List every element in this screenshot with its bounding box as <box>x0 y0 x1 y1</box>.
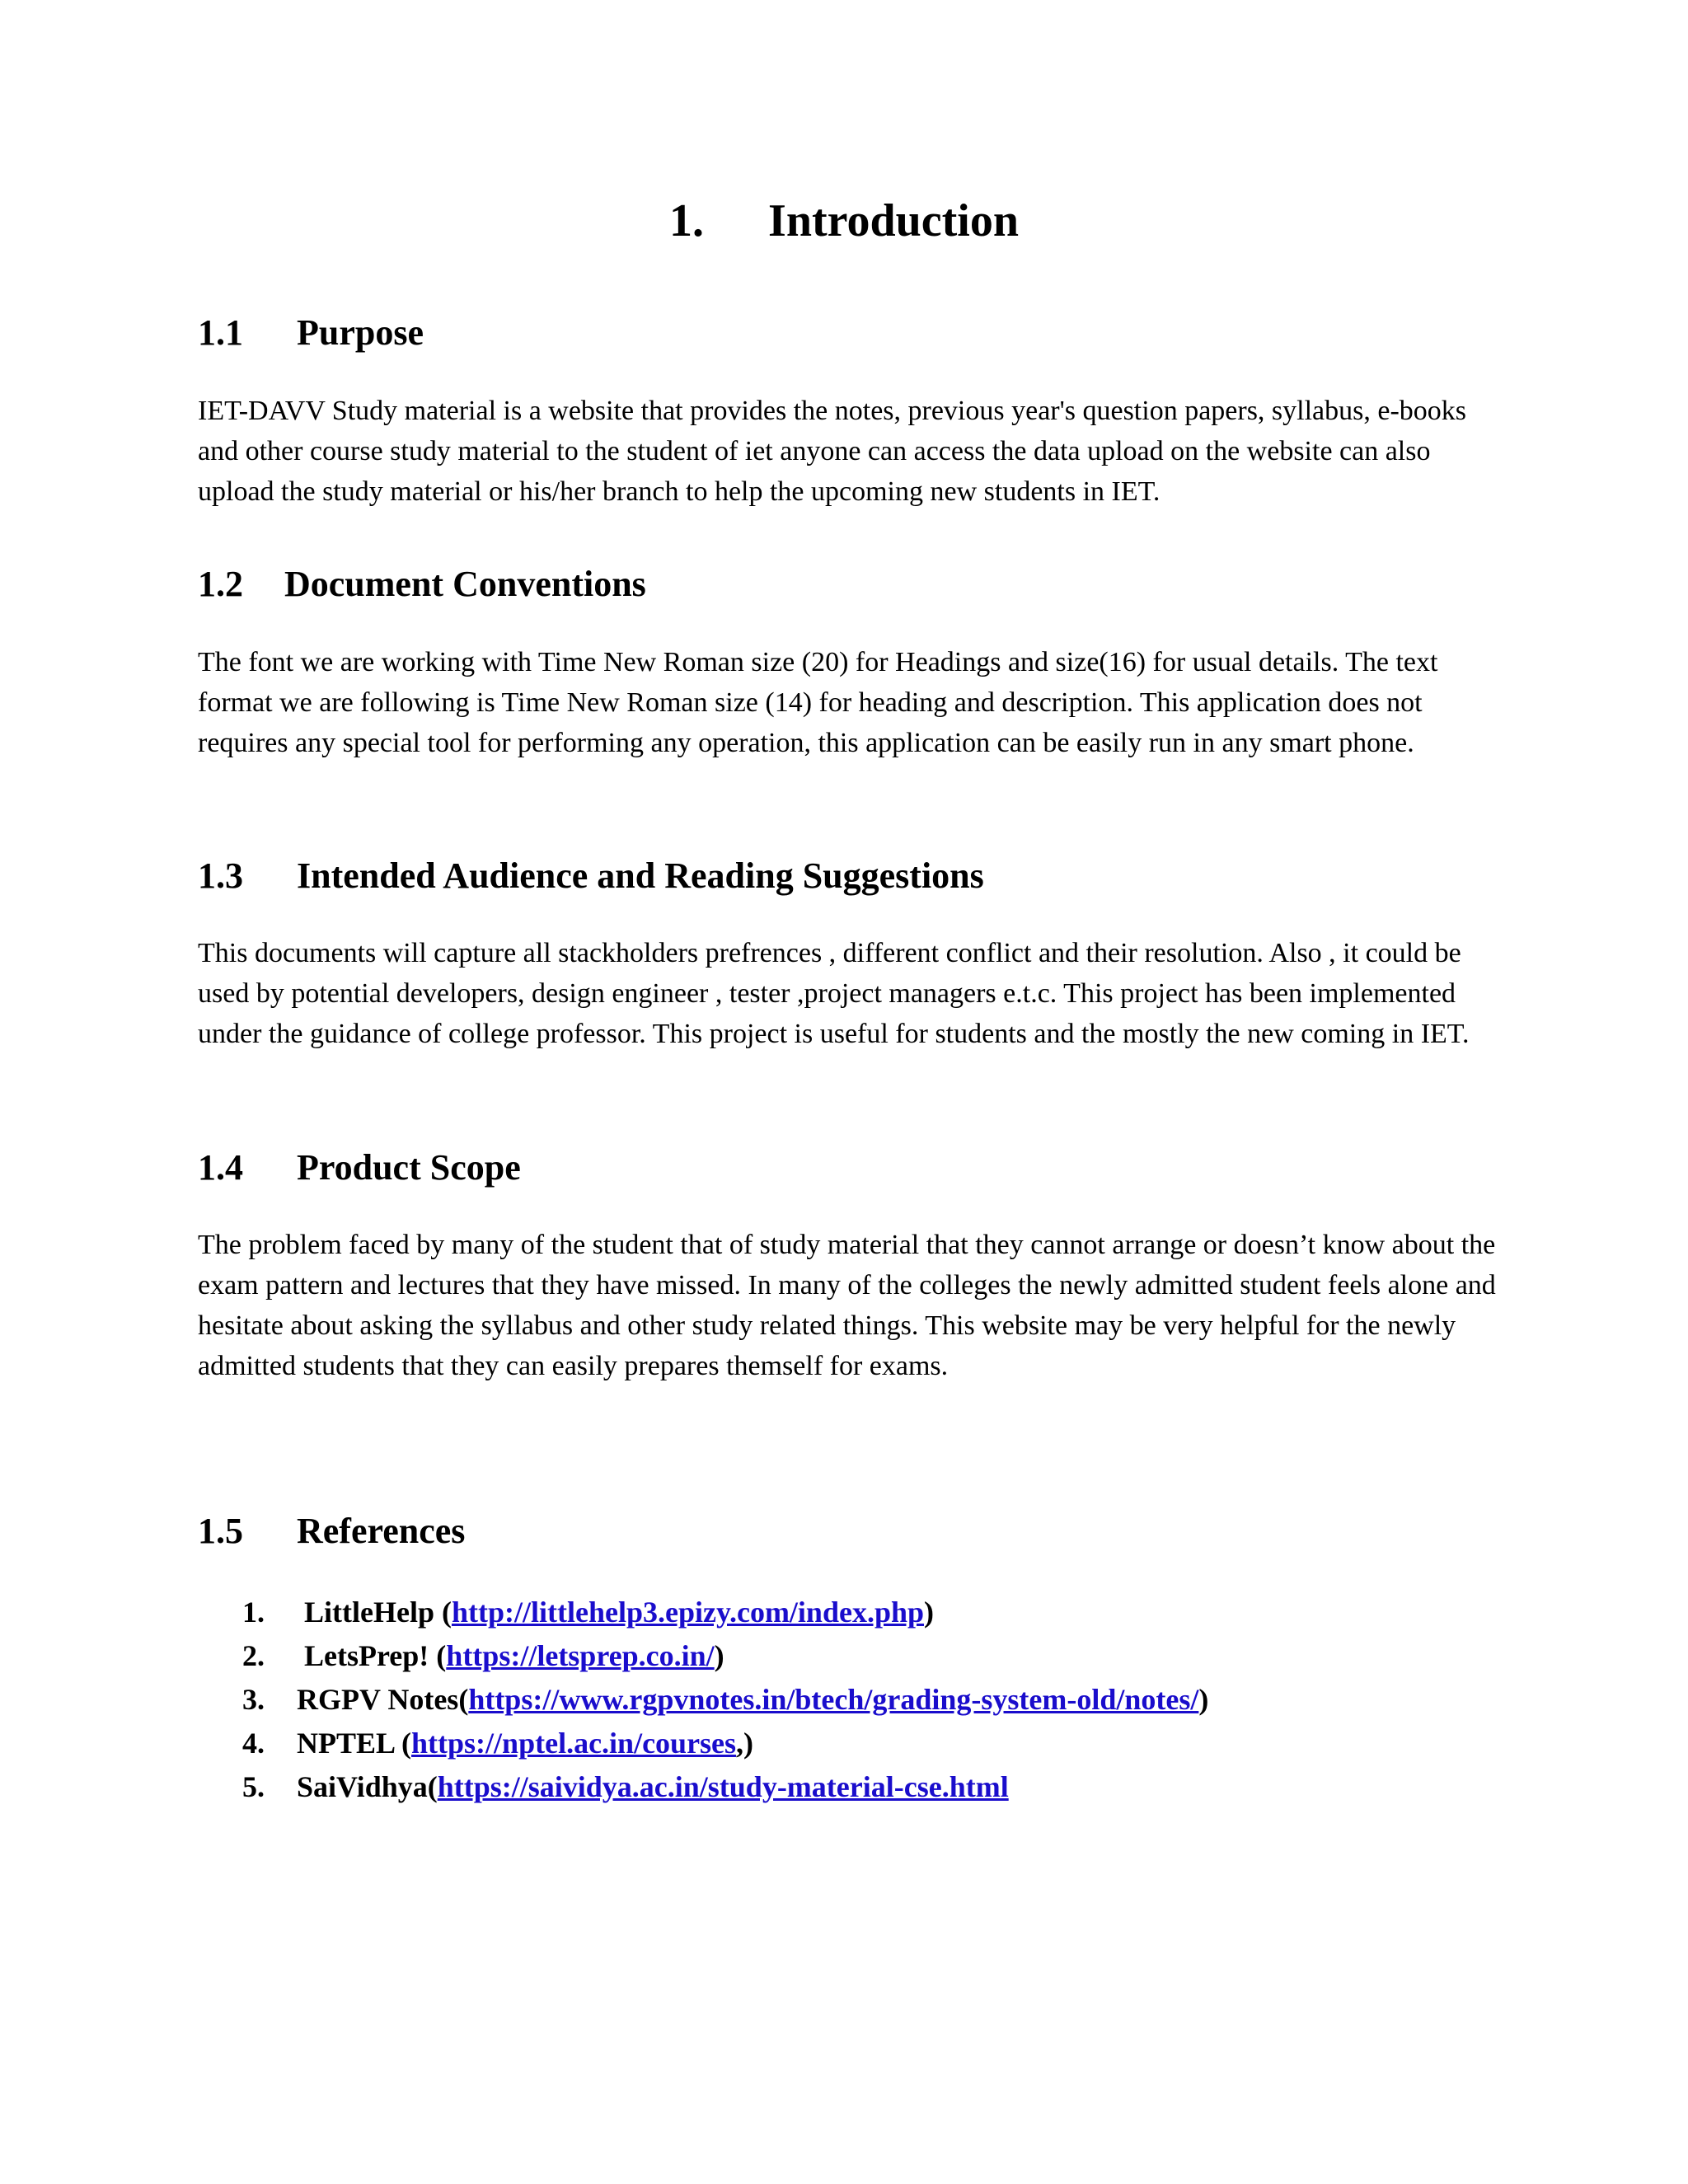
reference-item <box>242 1591 1208 1634</box>
section-body-intended-audience: This documents will capture all stackholders prefrences , different conflict and their resolution. Also , it could be used by potential developers, design engineer , tester ,project managers e.t.c. This project has been implemented under the guidance of college professor. This project is useful for students and the mostly the new coming in IET. <box>198 938 1470 1049</box>
section-number: 1.4 <box>198 1147 243 1188</box>
reference-label: NPTEL ( <box>297 1727 412 1760</box>
reference-link-nptel[interactable]: https://nptel.ac.in/courses <box>411 1727 737 1760</box>
reference-suffix: ,) <box>736 1727 754 1760</box>
reference-number: 5. <box>242 1770 265 1803</box>
reference-suffix: ) <box>714 1639 724 1672</box>
reference-label: LetsPrep! ( <box>297 1639 447 1672</box>
reference-link-rgpv-notes[interactable]: https://www.rgpvnotes.in/btech/grading-system-old/notes/ <box>468 1683 1199 1716</box>
section-number: 1.1 <box>198 312 243 353</box>
reference-item <box>242 1722 1208 1765</box>
reference-item <box>242 1678 1208 1722</box>
reference-number: 4. <box>242 1727 265 1760</box>
reference-number: 2. <box>242 1639 265 1672</box>
reference-number: 3. <box>242 1683 265 1716</box>
section-number: 1.2 <box>198 564 243 604</box>
section-heading-purpose <box>198 312 424 354</box>
reference-link-saividhya[interactable]: https://saividya.ac.in/study-material-cse.html <box>437 1770 1009 1803</box>
section-body-product-scope: The problem faced by many of the student that of study material that they cannot arrange or doesn’t know about the exam pattern and lectures that they have missed. In many of the colleges the newly admitted student feels alone and hesitate about asking the syllabus and other study related things. This website may be very helpful for the newly admitted students that they can easily prepares themself for exams. <box>198 1230 1496 1381</box>
reference-suffix: ) <box>1198 1683 1209 1716</box>
section-number: 1.5 <box>198 1511 243 1551</box>
section-title: Intended Audience and Reading Suggestions <box>297 855 984 896</box>
reference-item <box>242 1634 1208 1678</box>
references-list <box>242 1591 1208 1809</box>
section-heading-document-conventions <box>198 563 646 606</box>
section-heading-product-scope <box>198 1146 521 1189</box>
section-title: Product Scope <box>297 1147 521 1188</box>
section-body-purpose: IET-DAVV Study material is a website that provides the notes, previous year's question papers, syllabus, e-books and other course study material to the student of iet anyone can access the data upload on the website can also upload the study material or his/her branch to help the upcoming new students in IET. <box>198 396 1467 507</box>
page-title-number: 1. <box>669 195 705 246</box>
reference-link-littlehelp[interactable]: http://littlehelp3.epizy.com/index.php <box>451 1596 925 1629</box>
reference-label: SaiVidhya( <box>297 1770 438 1803</box>
section-title: Document Conventions <box>284 564 646 604</box>
reference-label: LittleHelp ( <box>297 1596 452 1629</box>
section-body-document-conventions: The font we are working with Time New Roman size (20) for Headings and size(16) for usual details. The text format we are following is Time New Roman size (14) for heading and description. This application does not requires any special tool for performing any operation, this application can be easily run in any smart phone. <box>198 647 1438 758</box>
section-title: Purpose <box>297 312 424 353</box>
section-number: 1.3 <box>198 855 243 896</box>
reference-label: RGPV Notes( <box>297 1683 469 1716</box>
reference-suffix: ) <box>924 1596 935 1629</box>
reference-link-letsprep[interactable]: https://letsprep.co.in/ <box>446 1639 715 1672</box>
section-heading-references <box>198 1510 465 1553</box>
section-heading-intended-audience <box>198 855 984 898</box>
reference-item <box>242 1765 1208 1809</box>
page-title <box>0 194 1688 247</box>
section-title: References <box>297 1511 466 1551</box>
reference-number: 1. <box>242 1596 265 1629</box>
page-title-text: Introduction <box>768 195 1019 246</box>
